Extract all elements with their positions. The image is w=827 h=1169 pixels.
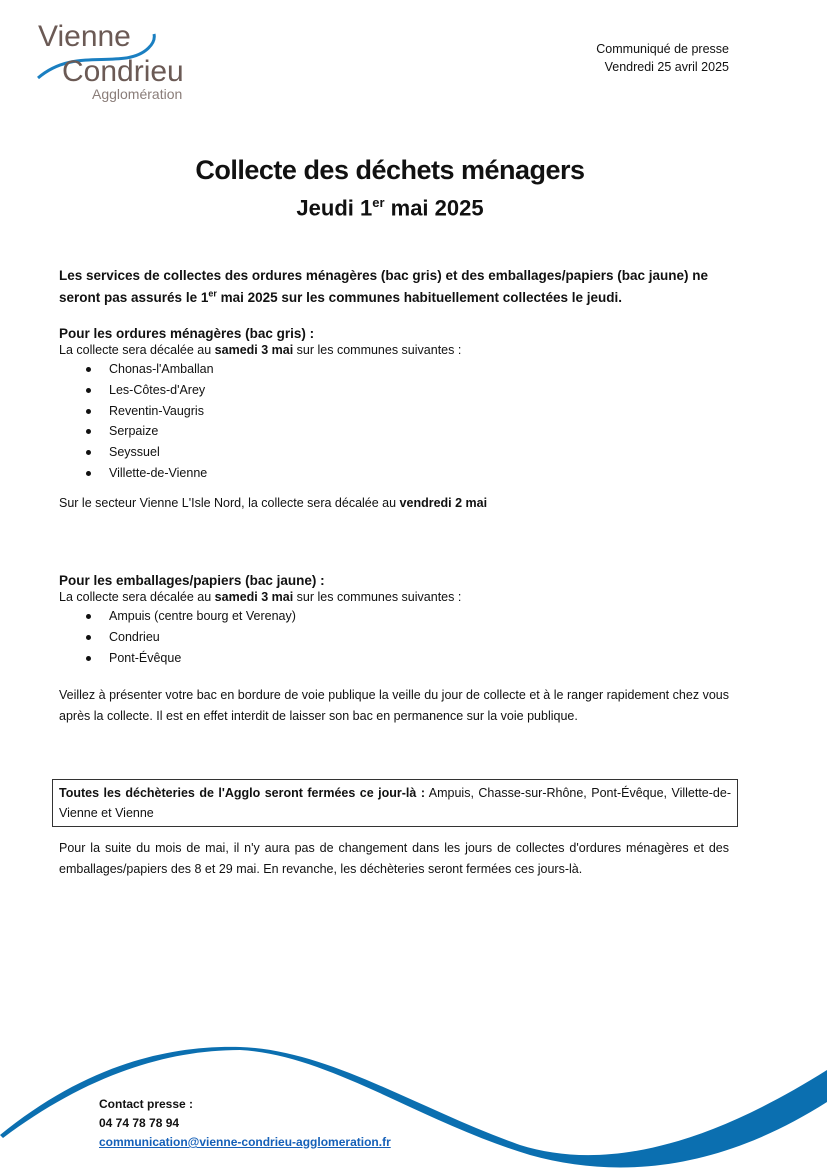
press-header (596, 40, 729, 76)
list-item: Chonas-l'Amballan (59, 359, 759, 380)
section-heading: Pour les ordures ménagères (bac gris) : (59, 326, 315, 341)
press-contact (99, 1095, 391, 1152)
list-item: Reventin-Vaugris (59, 401, 759, 422)
vienne-condrieu-logo (36, 18, 206, 103)
svg-text:Agglomération: Agglomération (92, 86, 183, 102)
list-item: Condrieu (59, 627, 759, 648)
commune-list (59, 359, 759, 484)
closure-notice-box: Toutes les déchèteries de l'Agglo seront fermées ce jour-là : Ampuis, Chasse-sur-Rhône, Pont-Évêque, Villette-de-Vienne et Vienne (52, 779, 738, 827)
page-subtitle: Jeudi 1er mai 2025 (296, 195, 484, 221)
contact-label: Contact presse : (99, 1097, 194, 1111)
page-title: Collecte des déchets ménagers (195, 155, 585, 185)
commune-list (59, 606, 759, 668)
list-item: Ampuis (centre bourg et Verenay) (59, 606, 759, 627)
document-date: Vendredi 25 avril 2025 (604, 60, 729, 74)
grey-bin-section (59, 326, 759, 510)
contact-phone: 04 74 78 78 94 (99, 1116, 180, 1130)
section-heading: Pour les emballages/papiers (bac jaune) : (59, 573, 325, 588)
followup-paragraph: Pour la suite du mois de mai, il n'y aura pas de changement dans les jours de collectes d'ordures ménagères et des emballages/papiers des 8 et 29 mai. En revanche, les déchèteries seront fermées ces jours-là. (59, 841, 729, 876)
list-item: Les-Côtes-d'Arey (59, 380, 759, 401)
section-lead: La collecte sera décalée au samedi 3 mai sur les communes suivantes : (59, 590, 462, 604)
document-type: Communiqué de presse (596, 42, 729, 56)
sector-note: Sur le secteur Vienne L'Isle Nord, la collecte sera décalée au vendredi 2 mai (59, 495, 488, 510)
list-item: Serpaize (59, 421, 759, 442)
section-lead: La collecte sera décalée au samedi 3 mai sur les communes suivantes : (59, 343, 462, 357)
yellow-bin-section (59, 573, 759, 668)
list-item: Villette-de-Vienne (59, 463, 759, 484)
list-item: Seyssuel (59, 442, 759, 463)
list-item: Pont-Évêque (59, 648, 759, 669)
intro-paragraph: Les services de collectes des ordures ménagères (bac gris) et des emballages/papiers (bac jaune) ne seront pas assurés le 1er mai 2025 sur les communes habituellement collectées le jeudi. (59, 268, 709, 305)
svg-text:Vienne: Vienne (38, 20, 131, 53)
svg-text:Condrieu: Condrieu (62, 55, 184, 88)
advice-paragraph: Veillez à présenter votre bac en bordure de voie publique la veille du jour de collecte et à le ranger rapidement chez vous après la collecte. Il est en effet interdit de laisser son bac en permanence sur la voie publique. (59, 688, 729, 723)
contact-email-link[interactable]: communication@vienne-condrieu-agglomeration.fr (99, 1135, 391, 1149)
